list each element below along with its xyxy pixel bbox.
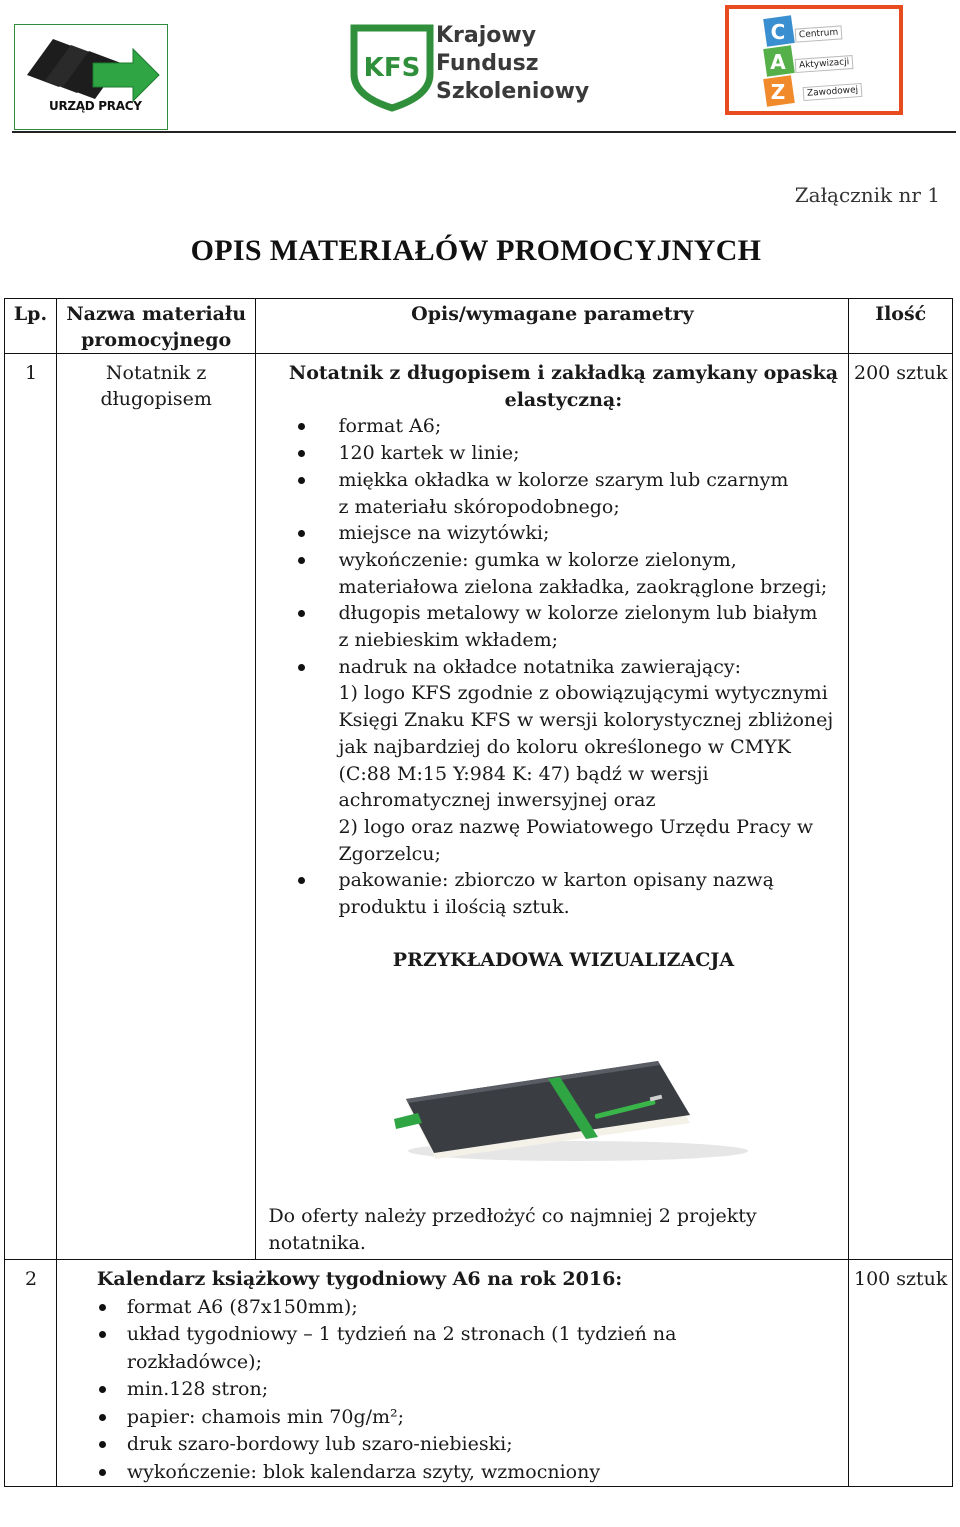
svg-text:A: A [770,50,786,74]
caz-tag-zawodowej: Zawodowej [803,83,863,101]
bullet-icon [298,877,305,884]
list-item [298,467,840,494]
bullet-icon [298,664,305,671]
bullet-text: miękka okładka w kolorze szarym lub czarnym [338,468,789,491]
materials-table [4,298,953,1487]
list-item-continuation: z niebieskim wkładem; [338,629,559,652]
bullet-icon [99,1386,106,1393]
attachment-label: Załącznik nr 1 [794,183,940,207]
urzad-pracy-logo [14,24,168,130]
visualization-heading: PRZYKŁADOWA WIZUALIZACJA [392,948,735,971]
header-divider [12,131,956,133]
offer-note: Do oferty należy przedłożyć co najmniej 2 projekty notatnika. [268,1205,757,1255]
svg-text:Z: Z [770,80,786,104]
row-1-name: Notatnik z długopisem [56,354,256,1260]
list-item [298,547,840,574]
list-item-continuation: produktu i ilością sztuk. [338,896,570,919]
list-item [97,1459,841,1487]
bullet-text: nadruk na okładce notatnika zawierający: [338,655,741,678]
notebook-image [298,973,838,1203]
list-item-continuation: z materiału skóropodobnego; [338,495,620,518]
page-header [0,0,960,135]
bullet-icon [99,1414,106,1421]
bullet-icon [99,1469,106,1476]
bullet-text: format A6; [338,415,442,438]
bullet-text: miejsce na wizytówki; [338,522,550,545]
table-row [5,354,953,1260]
row-2-lp: 2 [5,1260,57,1487]
bullet-text: druk szaro-bordowy lub szaro-niebieski; [126,1433,513,1456]
list-item-continuation: 2) logo oraz nazwę Powiatowego Urzędu Pracy w Zgorzelcu; [338,815,814,865]
row-2-qty: 100 sztuk [849,1260,953,1487]
row-1-heading: Notatnik z długopisem i zakładką zamykany opaską elastyczną: [288,362,839,411]
row-2-description [56,1260,849,1487]
header-lp: Lp. [5,299,57,354]
list-item [298,440,840,467]
urzad-pracy-logo-graphic [15,25,169,131]
bullet-icon [99,1304,106,1311]
list-item [97,1404,841,1432]
table-row [5,1260,953,1487]
notebook-visualization [298,973,840,1203]
row-1-bullets [298,413,840,920]
bullet-icon [99,1331,106,1338]
kfs-logo-text [436,22,589,106]
list-item [298,867,840,894]
bullet-icon [298,477,305,484]
list-item [298,413,840,440]
table-header-row [5,299,953,354]
list-item-continuation: materiałowa zielona zakładka, zaokrąglone brzegi; [338,575,828,598]
bullet-text: 120 kartek w linie; [338,442,520,465]
bullet-text: min.128 stron; [126,1378,269,1401]
kfs-word-1: Krajowy [436,23,537,48]
header-name: Nazwa materiału promocyjnego [56,299,256,354]
bullet-icon [99,1441,106,1448]
bullet-text: papier: chamois min 70g/m²; [126,1405,405,1428]
bullet-text: układ tygodniowy – 1 tydzień na 2 stronach (1 tydzień na rozkładówce); [126,1323,677,1373]
page-title: OPIS MATERIAŁÓW PROMOCYJNYCH [190,234,762,267]
kfs-word-2: Fundusz [436,51,539,76]
bullet-text: format A6 (87x150mm); [126,1295,358,1318]
list-item [298,654,840,681]
svg-text:KFS: KFS [363,53,421,83]
row-1-lp: 1 [5,354,57,1260]
bullet-text: długopis metalowy w kolorze zielonym lub białym [338,602,818,625]
bullet-icon [298,610,305,617]
kfs-word-3: Szkoleniowy [436,79,590,104]
list-item [298,600,840,627]
kfs-logo [350,22,590,112]
row-1-qty: 200 sztuk [849,354,953,1260]
row-2-bullets [97,1294,841,1487]
list-item [97,1321,841,1376]
caz-tag-aktywizacji: Aktywizacji [795,55,854,73]
list-item [97,1376,841,1404]
bullet-text: pakowanie: zbiorczo w karton opisany nazwą [338,869,774,892]
list-item [97,1431,841,1459]
list-item-continuation: 1) logo KFS zgodnie z obowiązującymi wytycznymi Księgi Znaku KFS w wersji kolorystycznej zbliżonej jak najbardziej do koloru określonego w CMYK (C:88 M:15 Y:984 K: 47) bądź w wersji achromatycznej inwersyjnej oraz [338,682,834,812]
header-desc: Opis/wymagane parametry [256,299,849,354]
caz-logo [725,5,903,115]
bullet-text: wykończenie: gumka w kolorze zielonym, [338,548,737,571]
header-qty: Ilość [849,299,953,354]
row-1-description [256,354,849,1260]
bullet-text: wykończenie: blok kalendarza szyty, wzmocniony [126,1460,601,1483]
urzad-pracy-logo-text: URZĄD PRACY [49,99,142,113]
svg-text:C: C [770,20,786,44]
bullet-icon [298,450,305,457]
kfs-shield-icon [350,22,434,112]
list-item [97,1294,841,1322]
caz-tag-centrum: Centrum [795,25,843,42]
bullet-icon [298,557,305,564]
row-2-heading: Kalendarz książkowy tygodniowy A6 na rok 2016: [96,1268,623,1291]
bullet-icon [298,530,305,537]
bullet-icon [298,423,305,430]
list-item [298,520,840,547]
